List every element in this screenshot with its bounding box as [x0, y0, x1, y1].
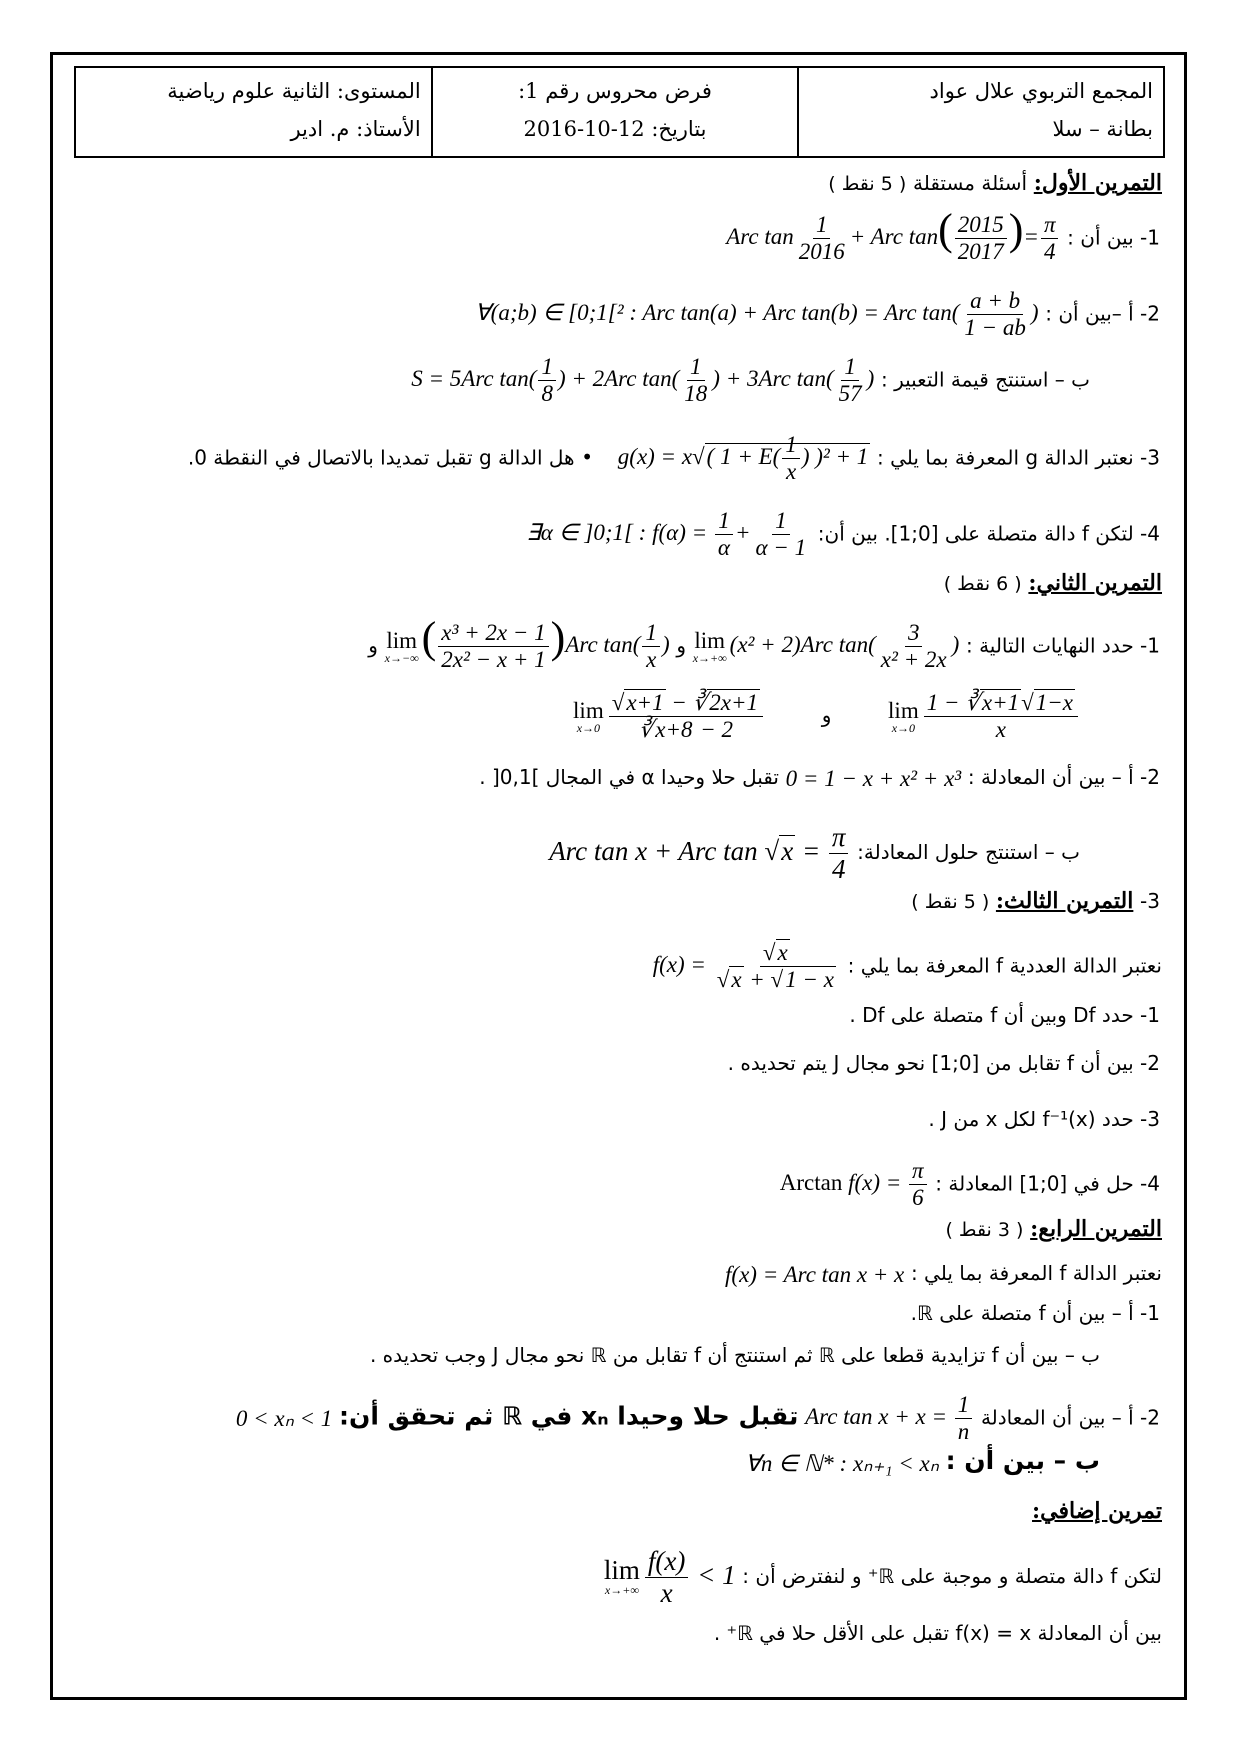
school-name: المجمع التربوي علال عواد [929, 79, 1153, 103]
ex1-q1 [726, 205, 1160, 266]
ex1-title: التمرين الأول: [1033, 170, 1162, 196]
ex1-q3-label: 3- نعتبر الدالة g المعرفة بما يلي : [876, 445, 1160, 470]
ex2-q1-label: 1- حدد النهايات التالية : [965, 633, 1160, 658]
ex2-q2a-formula: 0 = 1 − x + x² + x³ [785, 765, 962, 791]
ex4-q2a-formula: Arc tan x + x = $\frac{1}{n}$ [805, 1392, 974, 1446]
ex3-q3: 3- حدد f⁻¹(x) لكل x من J . [928, 1107, 1160, 1131]
ex3-prefix: 3- [1140, 889, 1160, 913]
ex1-heading [828, 168, 1162, 199]
ex3-points: ( 5 نقط ) [911, 891, 990, 913]
ex1-q2b-formula: S = 5Arc tan( $\frac{1}{8}$ ) + 2Arc tan( $\frac{1}{18}$ ) + 3Arc tan( $\frac{1}{57}$ ) [411, 354, 875, 407]
ex3-heading [911, 886, 1160, 917]
ex4-intro-label: نعتبر الدالة f المعرفة بما يلي : [910, 1261, 1162, 1285]
exam-date: بتاريخ: 12-10-2016 [523, 117, 707, 141]
ex2-q2b-label: ب – استنتج حلول المعادلة: [857, 840, 1080, 865]
ex3-formula: f(x) = $\frac{√x}{√x + √1 - x}$ [652, 940, 834, 993]
ex4-q2b-label: ب – بين أن : [945, 1446, 1100, 1475]
teacher-label: الأستاذ: م. ادير [290, 117, 421, 141]
ex2-title: التمرين الثاني: [1028, 570, 1162, 596]
ex1-q4-formula: ∃α ∈ ]0;1[ : f(α) = $\frac{1}{\alpha}$ + $\frac{1}{\alpha - 1}$ [526, 508, 807, 561]
extra-heading [1032, 1496, 1162, 1526]
ex3-q1: 1- حدد Df وبين أن f متصلة على Df . [849, 1003, 1160, 1027]
extra-l1-label: لتكن f دالة متصلة و موجبة على ℝ⁺ و لنفترض أن : [742, 1564, 1162, 1589]
ex1-q2b-label: ب – استنتج قيمة التعبير : [880, 367, 1090, 392]
ex2-q2a-label: 2- أ – بين أن المعادلة : [967, 765, 1160, 789]
ex2-points: ( 6 نقط ) [943, 573, 1022, 595]
ex2-and-3: و [821, 703, 832, 728]
extra-l1 [604, 1546, 1162, 1609]
ex1-q4-label: 4- لتكن f دالة متصلة على [0;1]. بين أن: [817, 521, 1160, 546]
ex4-intro [725, 1258, 1162, 1290]
ex1-q3-formula: g(x) = x√( 1 + E( $\frac{1}{x}$ ) )² + 1 [617, 432, 869, 485]
ex2-q1 [368, 613, 1160, 674]
header-level-cell [76, 68, 431, 156]
ex3-intro-label: نعتبر الدالة العددية f المعرفة بما يلي : [847, 953, 1162, 978]
ex4-q2b-formula: ∀n ∈ ℕ* : xₙ₊₁ < xₙ [745, 1450, 939, 1476]
ex1-q2a-formula: ∀(a;b) ∈ [0;1[² : Arc tan(a) + Arc tan(b) = Arc tan( $\frac{a + b}{1 - ab}$ ) [474, 288, 1039, 341]
ex3-q4 [780, 1158, 1160, 1212]
ex3-q2: 2- بين أن f تقابل من [0;1] نحو مجال J يتم تحديده . [727, 1051, 1160, 1075]
ex4-q1a: 1- أ – بين أن f متصلة على ℝ. [910, 1301, 1160, 1325]
ex2-q2b-formula: Arc tan x + Arc tan √x = $\frac{\pi}{4}$ [549, 822, 850, 885]
ex1-q1-label: 1- بين أن : [1067, 225, 1160, 250]
ex2-and-2: و [368, 633, 378, 658]
ex2-q2a [479, 762, 1160, 794]
header-exam-cell [431, 68, 798, 156]
ex4-q2b [745, 1446, 1100, 1479]
ex4-heading [945, 1214, 1162, 1245]
ex4-title: التمرين الرابع: [1030, 1216, 1162, 1242]
ex2-and-1: و [676, 633, 686, 658]
ex2-q2b [549, 822, 1080, 885]
ex4-formula: f(x) = Arc tan x + x [725, 1261, 905, 1287]
ex1-subtitle: أسئلة مستقلة [912, 171, 1028, 195]
ex2-limit-1: lim x→+∞ (x² + 2)Arc tan( $\frac{3}{\text{x² + 2x}}$ ) [692, 620, 960, 673]
ex1-q2a-label: 2- أ –بين أن : [1045, 301, 1160, 326]
extra-limit: lim x→+∞ $\frac{f(x)}{x}$ < 1 [603, 1546, 736, 1609]
ex4-q2a [236, 1392, 1160, 1446]
extra-l2: بين أن المعادلة f(x) = x تقبل على الأقل حلا في ℝ⁺ . [713, 1621, 1162, 1645]
extra-title: تمرين إضافي: [1032, 1498, 1162, 1524]
ex2-heading [944, 568, 1162, 599]
school-city: بطانة – سلا [1052, 117, 1153, 141]
ex2-q1-row2 [573, 690, 1080, 744]
ex2-limit-4: lim x→0 $\frac{√x+1 - ∛2x+1}{∛x+8 - 2}$ [573, 690, 765, 744]
ex1-q1-formula: Arc tan $\frac{1}{2016}$ + Arc tan( $\frac{2015}{2017}$ )= $\frac{\pi}{4}$ [726, 212, 1060, 266]
ex1-q2a [475, 288, 1160, 342]
ex2-limit-3: lim x→0 $\frac{1 - ∛x+1√1-x}{x}$ [888, 690, 1080, 744]
header-school-cell [797, 68, 1163, 156]
ex1-q3b-label: هل الدالة g تقبل تمديدا بالاتصال في النقطة 0. [187, 445, 575, 470]
ex4-q1b: ب – بين أن f تزايدية قطعا على ℝ ثم استنتج أن f تقابل من ℝ نحو مجال J وجب تحديده . [369, 1343, 1100, 1367]
ex1-q4 [526, 508, 1160, 562]
ex1-points: ( 5 نقط ) [828, 173, 907, 195]
ex4-points: ( 3 نقط ) [945, 1219, 1024, 1241]
ex4-q2a-statement: تقبل حلا وحيدا xₙ في ℝ ثم تحقق أن: [338, 1401, 799, 1431]
ex2-limit-2: lim x→−∞ ( $\frac{\text{x³ + 2x − 1}}{\text{2x² − x + 1}}$ )Arc tan( $\frac{1}{x}$ ) [384, 613, 670, 673]
ex1-q2b [411, 354, 1090, 408]
ex3-intro [653, 940, 1162, 994]
ex4-q2a-label: 2- أ – بين أن المعادلة [980, 1405, 1160, 1430]
ex3-title: التمرين الثالث: [995, 888, 1134, 914]
ex2-q2a-end: تقبل حلا وحيدا α في المجال ]0,1[ . [479, 765, 779, 789]
ex4-q2a-inequality: 0 < xₙ < 1 [235, 1405, 333, 1431]
exam-title: فرض محروس رقم 1: [518, 79, 712, 103]
header-table [74, 66, 1165, 158]
ex3-q4-formula: Arctan f(x) = $\frac{\pi}{6}$ [780, 1158, 929, 1212]
level-label: المستوى: الثانية علوم رياضية [167, 79, 421, 103]
ex1-q3: 3- نعتبر الدالة g المعرفة بما يلي : g(x) = x√( 1 + E( $\frac{1}{x}$ ) )² + 1 • هل الدالة g تقبل تمديدا بالاتصال في النقطة 0. [187, 432, 1160, 485]
ex3-q4-label: 4- حل في [0;1] المعادلة : [935, 1171, 1160, 1196]
